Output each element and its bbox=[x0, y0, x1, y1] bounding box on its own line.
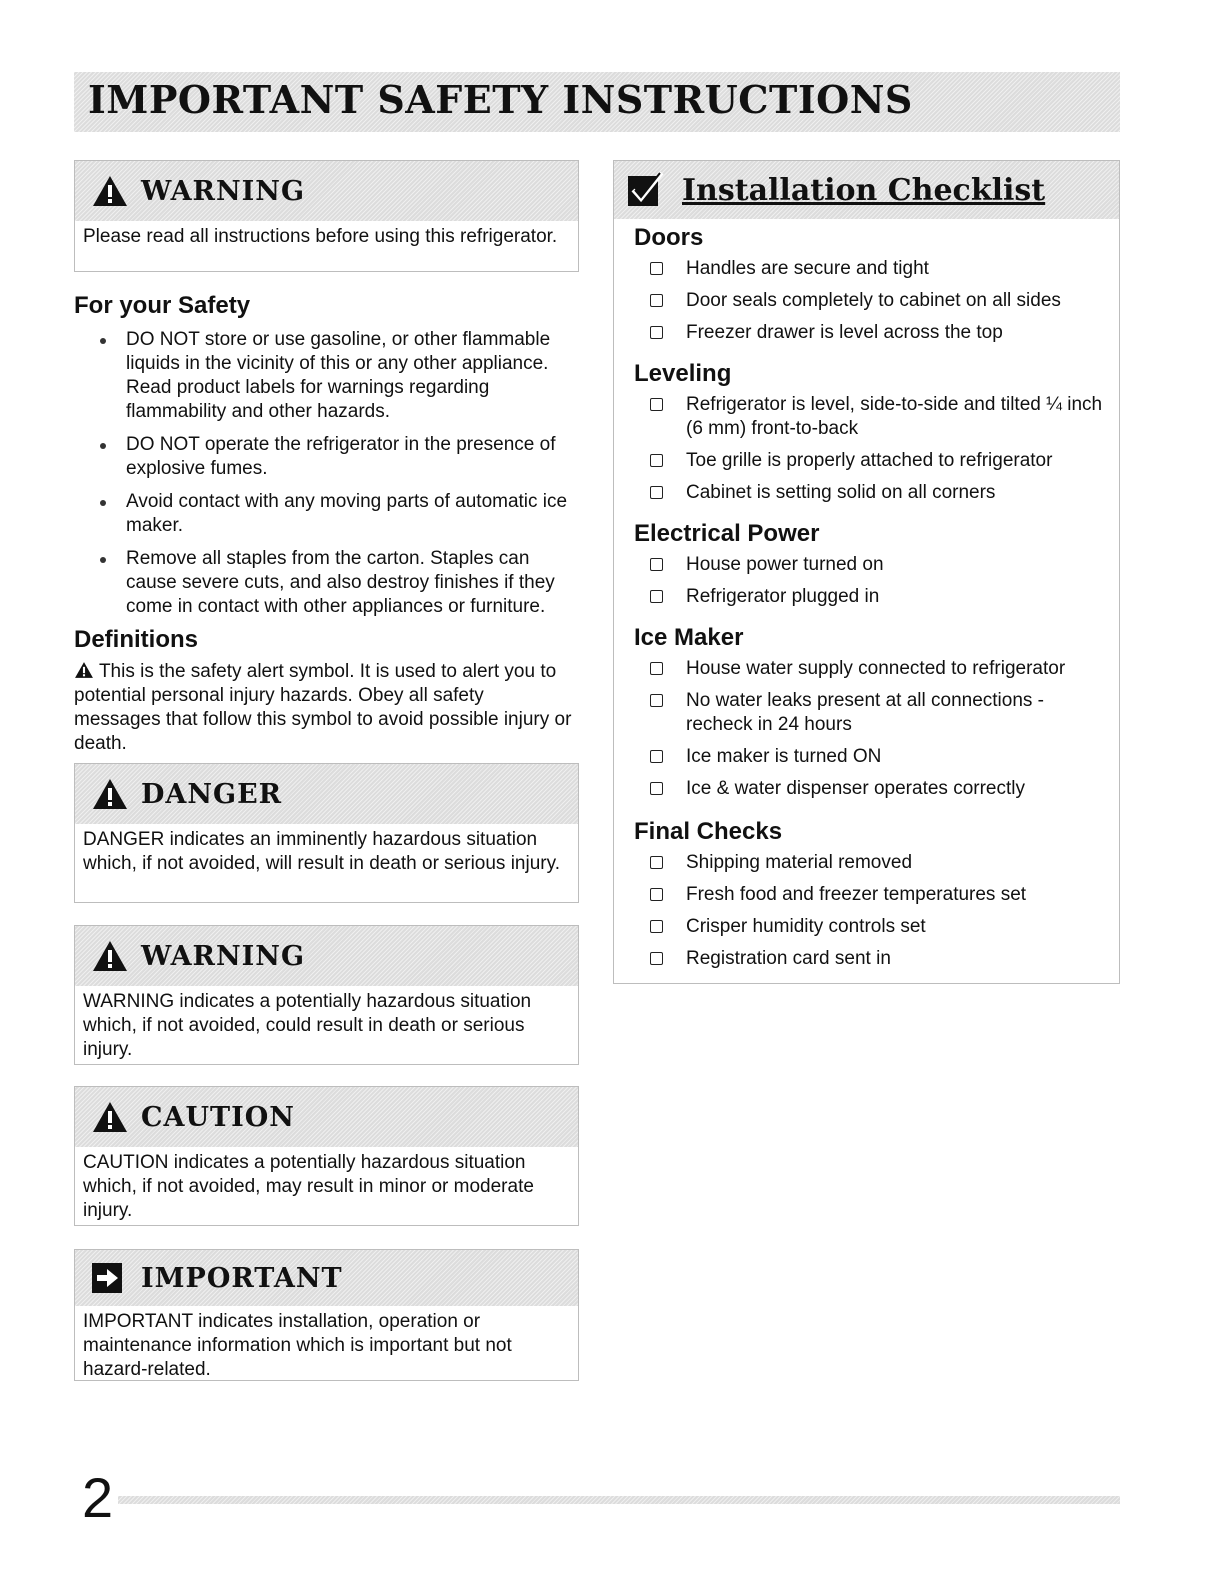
checkbox-icon[interactable] bbox=[650, 326, 663, 339]
checklist-item[interactable]: Cabinet is setting solid on all corners bbox=[634, 481, 1114, 505]
warning-triangle-icon bbox=[91, 174, 129, 208]
warning-definition-header bbox=[75, 926, 578, 986]
checkbox-icon[interactable] bbox=[650, 888, 663, 901]
warning-triangle-icon bbox=[91, 1100, 129, 1134]
warning-triangle-icon bbox=[91, 939, 129, 973]
checklist-item[interactable]: Fresh food and freezer temperatures set bbox=[634, 883, 1114, 907]
bullet-icon bbox=[100, 338, 106, 344]
section-heading: Leveling bbox=[634, 360, 732, 387]
section-heading: Doors bbox=[634, 224, 704, 251]
list-item: Remove all staples from the carton. Staples can cause severe cuts, and also destroy finishes if they come in contact with other appliances or furniture. bbox=[96, 547, 576, 619]
checkbox-icon[interactable] bbox=[650, 856, 663, 869]
checkbox-icon[interactable] bbox=[650, 920, 663, 933]
section-heading: Ice Maker bbox=[634, 624, 744, 651]
checklist-section-electrical bbox=[634, 519, 1114, 617]
warning-definition-box bbox=[74, 925, 579, 1065]
warning-box bbox=[74, 160, 579, 272]
warning-triangle-icon bbox=[74, 661, 94, 679]
checkbox-icon[interactable] bbox=[650, 662, 663, 675]
checkbox-icon[interactable] bbox=[650, 750, 663, 763]
page-title: IMPORTANT SAFETY INSTRUCTIONS bbox=[88, 77, 913, 122]
definitions-heading: Definitions bbox=[74, 626, 198, 653]
footer-rule bbox=[118, 1496, 1120, 1504]
checklist-item[interactable]: No water leaks present at all connections - recheck in 24 hours bbox=[634, 689, 1114, 737]
section-heading: Final Checks bbox=[634, 818, 783, 845]
checklist-section-final-checks bbox=[634, 817, 1114, 979]
checklist-item[interactable]: Crisper humidity controls set bbox=[634, 915, 1114, 939]
checkbox-icon[interactable] bbox=[650, 952, 663, 965]
bullet-icon bbox=[100, 557, 106, 563]
danger-box-label: DANGER bbox=[141, 778, 283, 810]
checkbox-icon[interactable] bbox=[650, 486, 663, 499]
checkbox-icon[interactable] bbox=[650, 398, 663, 411]
checklist-section-doors bbox=[634, 223, 1114, 353]
checklist-item[interactable]: Handles are secure and tight bbox=[634, 257, 1114, 281]
bullet-icon bbox=[100, 500, 106, 506]
important-box-label: IMPORTANT bbox=[141, 1262, 343, 1294]
warning-definition-text: WARNING indicates a potentially hazardous situation which, if not avoided, could result in death or serious injury. bbox=[83, 991, 532, 1060]
checkbox-icon[interactable] bbox=[650, 454, 663, 467]
section-heading: Electrical Power bbox=[634, 520, 820, 547]
bullet-icon bbox=[100, 443, 106, 449]
checklist-item[interactable]: Door seals completely to cabinet on all sides bbox=[634, 289, 1114, 313]
important-box-text: IMPORTANT indicates installation, operation or maintenance information which is important but not hazard-related. bbox=[83, 1311, 512, 1380]
checklist-item[interactable]: Shipping material removed bbox=[634, 851, 1114, 875]
checkbox-icon[interactable] bbox=[650, 590, 663, 603]
checkbox-icon[interactable] bbox=[650, 782, 663, 795]
checklist-item[interactable]: Toe grille is properly attached to refrigerator bbox=[634, 449, 1114, 473]
danger-box bbox=[74, 763, 579, 903]
warning-box-text: Please read all instructions before using this refrigerator. bbox=[83, 226, 558, 247]
checklist-section-leveling bbox=[634, 359, 1114, 513]
important-box-header bbox=[75, 1250, 578, 1306]
definitions-paragraph: This is the safety alert symbol. It is used to alert you to potential personal injury hazards. Obey all safety messages that follow this symbol to avoid possible injury or death. bbox=[74, 661, 572, 754]
checklist-item[interactable]: Registration card sent in bbox=[634, 947, 1114, 971]
checkbox-checked-icon bbox=[626, 170, 666, 210]
caution-box-label: CAUTION bbox=[141, 1101, 295, 1133]
danger-box-header bbox=[75, 764, 578, 824]
checklist-title: Installation Checklist bbox=[682, 172, 1046, 208]
warning-box-label: WARNING bbox=[141, 175, 306, 207]
installation-checklist bbox=[613, 160, 1120, 984]
caution-box-header bbox=[75, 1087, 578, 1147]
checklist-item[interactable]: House power turned on bbox=[634, 553, 1114, 577]
list-item: Avoid contact with any moving parts of automatic ice maker. bbox=[96, 490, 576, 538]
checkbox-icon[interactable] bbox=[650, 262, 663, 275]
checklist-item[interactable]: Ice & water dispenser operates correctly bbox=[634, 777, 1114, 801]
arrow-right-icon bbox=[91, 1262, 123, 1294]
checklist-section-ice-maker bbox=[634, 623, 1114, 809]
checklist-item[interactable]: House water supply connected to refrigerator bbox=[634, 657, 1114, 681]
list-item: DO NOT operate the refrigerator in the presence of explosive fumes. bbox=[96, 433, 576, 481]
checkbox-icon[interactable] bbox=[650, 294, 663, 307]
caution-box bbox=[74, 1086, 579, 1226]
warning-triangle-icon bbox=[91, 777, 129, 811]
page-banner bbox=[74, 72, 1120, 132]
checkbox-icon[interactable] bbox=[650, 558, 663, 571]
checkbox-icon[interactable] bbox=[650, 694, 663, 707]
safety-heading: For your Safety bbox=[74, 292, 251, 319]
checklist-item[interactable]: Refrigerator is level, side-to-side and tilted ¼ inch (6 mm) front-to-back bbox=[634, 393, 1114, 441]
checklist-item[interactable]: Ice maker is turned ON bbox=[634, 745, 1114, 769]
danger-box-text: DANGER indicates an imminently hazardous situation which, if not avoided, will result in death or serious injury. bbox=[83, 829, 560, 874]
checklist-header bbox=[614, 161, 1119, 219]
safety-list bbox=[96, 328, 576, 628]
caution-box-text: CAUTION indicates a potentially hazardous situation which, if not avoided, may result in minor or moderate injury. bbox=[83, 1152, 534, 1221]
warning-definition-label: WARNING bbox=[141, 940, 306, 972]
checklist-item[interactable]: Refrigerator plugged in bbox=[634, 585, 1114, 609]
list-item: DO NOT store or use gasoline, or other flammable liquids in the vicinity of this or any other appliance. Read product labels for warnings regarding flammability and other hazards. bbox=[96, 328, 576, 424]
page-number: 2 bbox=[82, 1466, 114, 1529]
important-box bbox=[74, 1249, 579, 1381]
warning-box-header bbox=[75, 161, 578, 221]
checklist-item[interactable]: Freezer drawer is level across the top bbox=[634, 321, 1114, 345]
